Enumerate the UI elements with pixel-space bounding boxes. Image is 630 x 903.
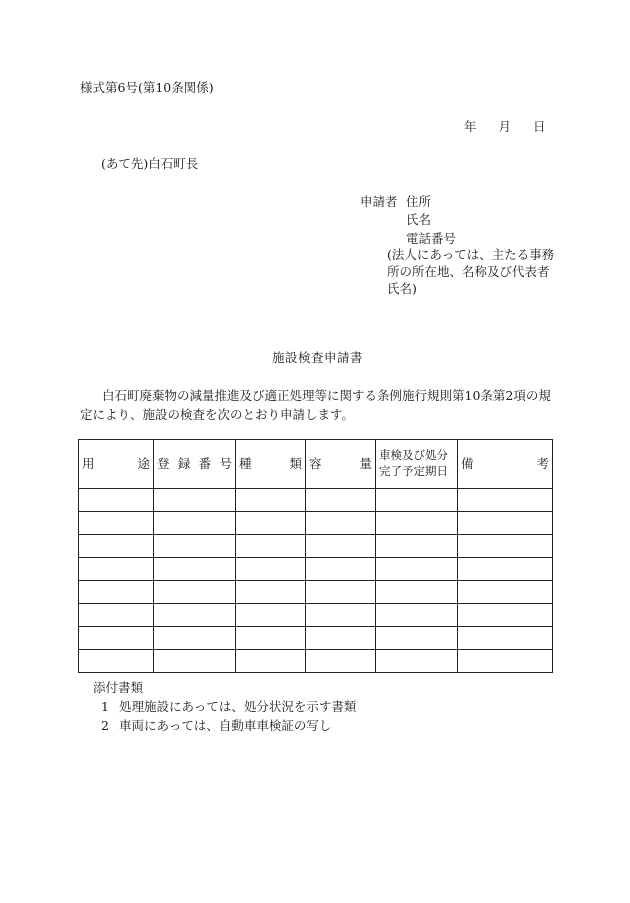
table-cell (376, 650, 458, 673)
table-cell (306, 489, 376, 512)
applicant-phone-label: 電話番号 (406, 231, 457, 246)
table-cell (376, 558, 458, 581)
table-cell (306, 512, 376, 535)
table-cell (458, 604, 553, 627)
table-cell (458, 489, 553, 512)
attachments-title: 添付書類 (93, 680, 144, 695)
table-cell (458, 627, 553, 650)
attachment-item: 2 車両にあっては、自動車車検証の写し (101, 718, 332, 733)
table-cell (306, 604, 376, 627)
table-cell (236, 489, 306, 512)
table-cell (79, 489, 154, 512)
header-capacity: 容 量 (306, 440, 376, 489)
table-cell (306, 535, 376, 558)
table-row (79, 535, 553, 558)
table-cell (306, 650, 376, 673)
table-cell (236, 558, 306, 581)
table-cell (236, 512, 306, 535)
table-row (79, 489, 553, 512)
table-cell (376, 489, 458, 512)
table-cell (79, 604, 154, 627)
date-year: 年 (464, 119, 477, 134)
applicant-label: 申請者 (360, 194, 398, 209)
table-cell (306, 581, 376, 604)
table-cell (154, 650, 236, 673)
table-cell (154, 489, 236, 512)
attachment-item: 1 処理施設にあっては、処分状況を示す書類 (101, 699, 357, 714)
table-cell (236, 604, 306, 627)
table-cell (376, 535, 458, 558)
table-cell (154, 604, 236, 627)
table-cell (79, 627, 154, 650)
table-cell (458, 535, 553, 558)
table-row (79, 650, 553, 673)
date-day: 日 (533, 119, 546, 134)
date-line (464, 118, 546, 136)
addressee: (あて先)白石町長 (101, 156, 199, 171)
header-registration-number: 登 録 番 号 (154, 440, 236, 489)
header-remarks: 備 考 (458, 440, 553, 489)
table-cell (376, 581, 458, 604)
table-cell (79, 535, 154, 558)
applicant-address-label: 住所 (406, 194, 432, 209)
table-row (79, 627, 553, 650)
table-cell (236, 650, 306, 673)
applicant-name-label: 氏名 (406, 212, 432, 227)
applicant-note: (法人にあっては、主たる事務所の所在地、名称及び代表者氏名) (387, 247, 555, 296)
document-title: 施設検査申請書 (272, 350, 364, 365)
table-cell (79, 512, 154, 535)
header-deadline: 車検及び処分完了予定期日 (376, 440, 458, 489)
table-row (79, 558, 553, 581)
table-cell (458, 581, 553, 604)
body-paragraph (80, 386, 555, 425)
body-text: 白石町廃棄物の減量推進及び適正処理等に関する条例施行規則第10条第2項の規定により、施設の検査を次のとおり申請します。 (80, 388, 551, 423)
table-cell (236, 581, 306, 604)
table-cell (306, 558, 376, 581)
header-use: 用 途 (79, 440, 154, 489)
table-cell (79, 581, 154, 604)
table-cell (154, 581, 236, 604)
table-cell (154, 558, 236, 581)
table-cell (458, 650, 553, 673)
table-cell (154, 512, 236, 535)
table-cell (376, 604, 458, 627)
table-header-row (79, 440, 553, 489)
table-row (79, 581, 553, 604)
table-cell (236, 627, 306, 650)
table-cell (458, 558, 553, 581)
table-cell (154, 535, 236, 558)
table-cell (376, 627, 458, 650)
table-cell (79, 650, 154, 673)
inspection-table (78, 439, 553, 673)
date-month: 月 (498, 119, 512, 134)
table-cell (306, 627, 376, 650)
table-cell (154, 627, 236, 650)
table-cell (458, 512, 553, 535)
form-number: 様式第6号(第10条関係) (80, 80, 214, 95)
table-cell (236, 535, 306, 558)
table-cell (376, 512, 458, 535)
header-type: 種 類 (236, 440, 306, 489)
table-row (79, 604, 553, 627)
table-cell (79, 558, 154, 581)
table-row (79, 512, 553, 535)
